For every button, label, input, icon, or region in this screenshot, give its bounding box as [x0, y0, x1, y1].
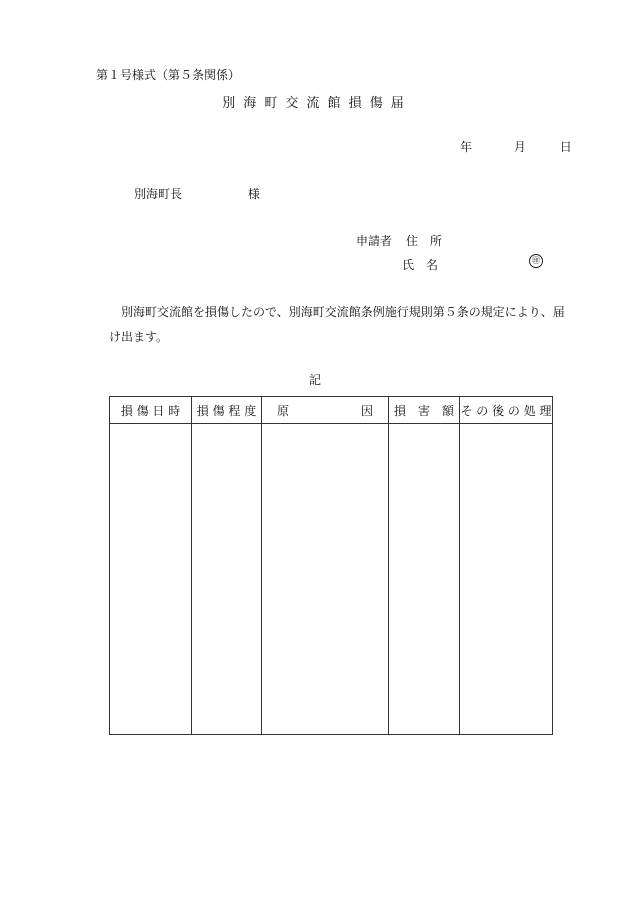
cell-damage-amount[interactable] — [389, 424, 460, 735]
table-row — [110, 424, 553, 735]
header-damage-extent: 損 傷 程 度 — [192, 397, 262, 424]
name-label: 氏 名 — [402, 258, 439, 272]
date-line — [460, 138, 572, 155]
address-label: 住 所 — [405, 234, 442, 248]
cell-subsequent-action[interactable] — [460, 424, 553, 735]
document-title: 別海町交流館損傷届 — [222, 96, 412, 111]
applicant-label: 申請者 — [356, 234, 393, 248]
date-month-label: 月 — [513, 140, 526, 154]
date-year-label: 年 — [460, 140, 473, 154]
seal-mark: ㊞ — [529, 254, 543, 268]
cell-damage-extent[interactable] — [192, 424, 262, 735]
addressee-name: 別海町長 — [134, 187, 183, 201]
form-number: 第１号様式（第５条関係） — [96, 68, 241, 82]
addressee — [134, 185, 260, 202]
table-header-row — [110, 397, 553, 424]
header-subsequent-action: そ の 後 の 処 理 — [460, 397, 553, 424]
header-damage-datetime: 損 傷 日 時 — [110, 397, 192, 424]
applicant-address-row — [356, 232, 442, 249]
date-day-label: 日 — [559, 140, 572, 154]
damage-record-table — [109, 396, 553, 735]
cell-damage-datetime[interactable] — [110, 424, 192, 735]
header-damage-amount: 損 害 額 — [389, 397, 460, 424]
addressee-honorific: 様 — [247, 187, 260, 201]
header-cause: 原 因 — [262, 397, 389, 424]
applicant-name-row — [402, 256, 438, 273]
ki-heading: 記 — [308, 373, 321, 387]
body-text: 別海町交流館を損傷したので、別海町交流館条例施行規則第５条の規定により、届け出ます。 — [109, 305, 565, 344]
cell-cause[interactable] — [262, 424, 389, 735]
